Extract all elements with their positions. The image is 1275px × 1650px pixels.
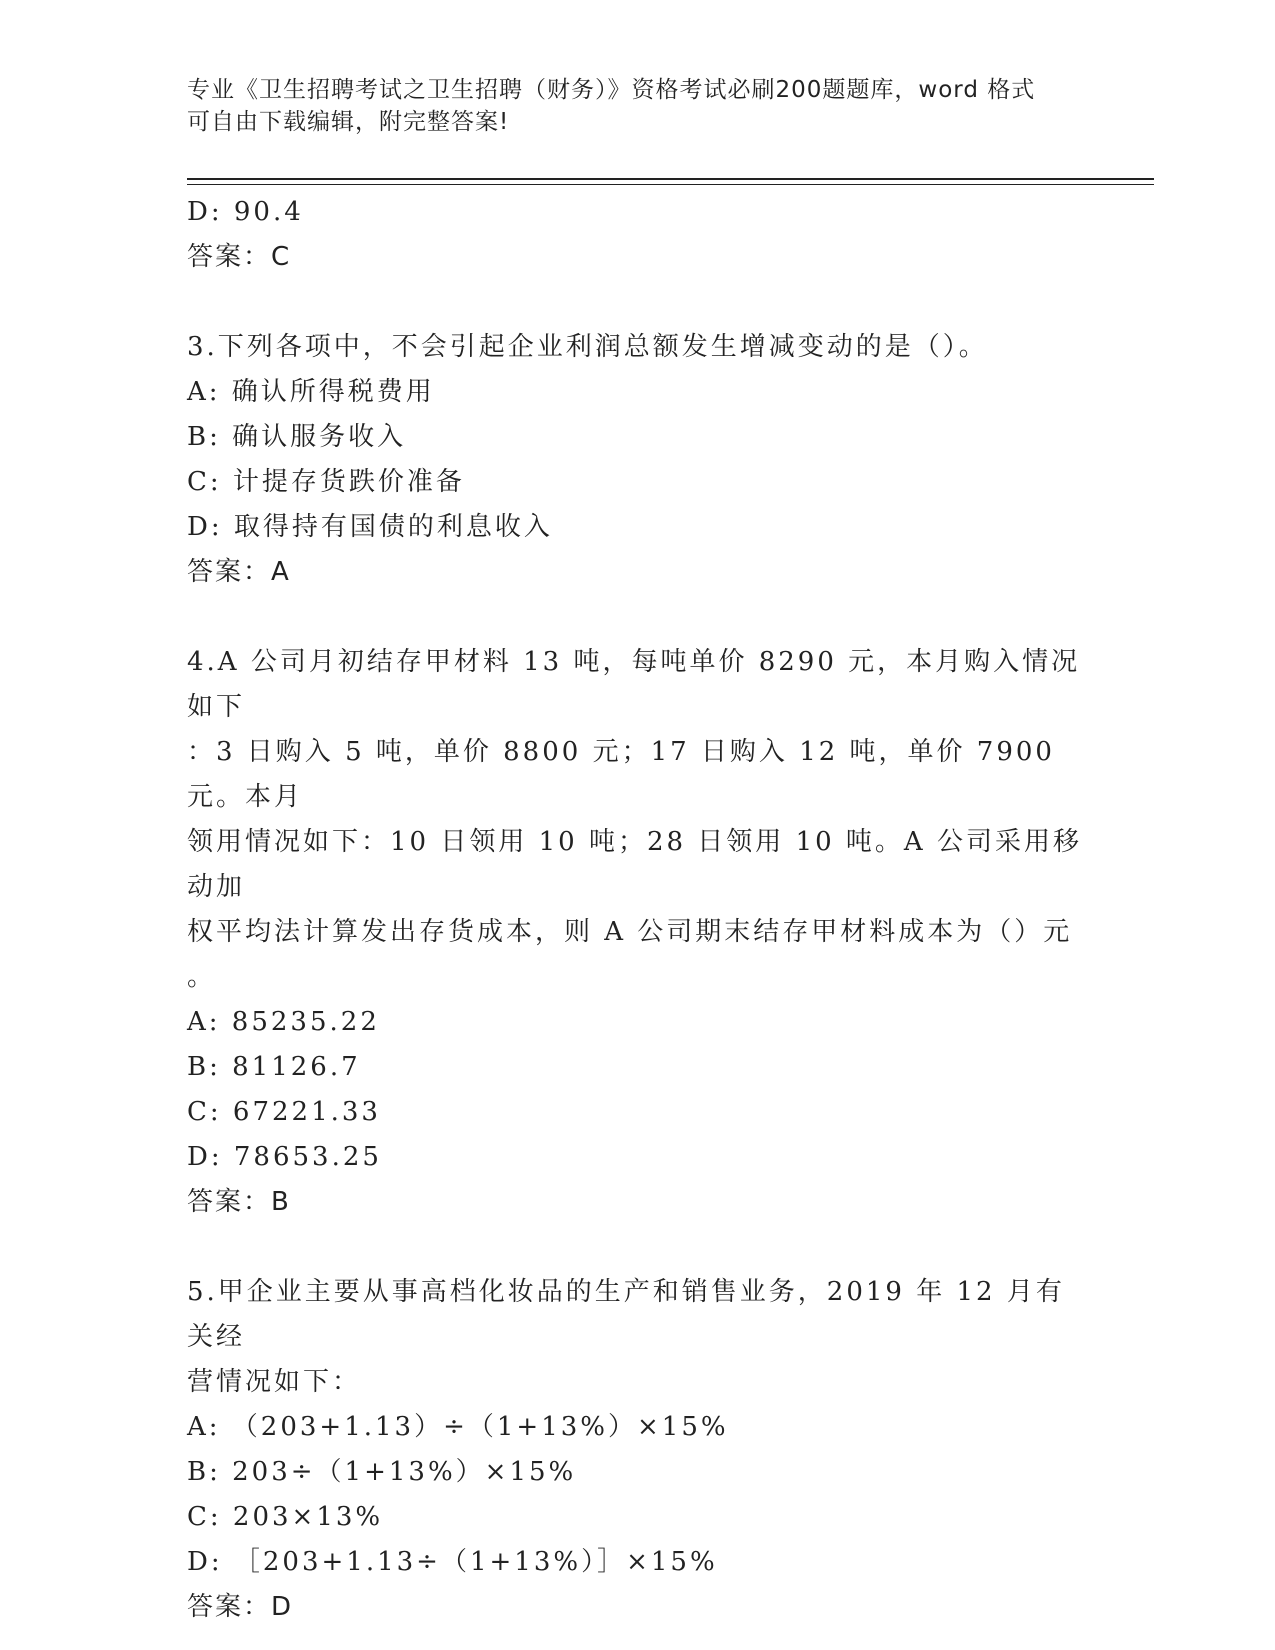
page-header	[187, 74, 1077, 138]
option-b: B: 81126.7	[187, 1052, 361, 1082]
option-d: D: ［203+1.13÷（1+13%）］×15%	[187, 1547, 718, 1577]
option-b: B: 203÷（1+13%）×15%	[187, 1457, 577, 1487]
answer-line: 答案：D	[187, 1592, 294, 1622]
option-d: D: 90.4	[187, 197, 304, 227]
header-title-line-2: 可自由下载编辑，附完整答案!	[187, 109, 510, 135]
question-stem	[187, 325, 1087, 370]
question-5	[187, 1270, 1087, 1630]
question-3	[187, 325, 1087, 595]
question-stem	[187, 640, 1087, 1000]
header-divider-thin	[187, 184, 1154, 185]
option-d: D: 78653.25	[187, 1142, 382, 1172]
question-stem-line: 权平均法计算发出存货成本，则 A 公司期末结存甲材料成本为（）元	[187, 917, 1073, 947]
header-title-line-1: 专业《卫生招聘考试之卫生招聘（财务）》资格考试必刷200题题库，word 格式	[187, 77, 1036, 103]
answer-line: 答案：A	[187, 557, 291, 587]
option-c: C: 203×13%	[187, 1502, 384, 1532]
option-a: A: 85235.22	[187, 1007, 380, 1037]
question-stem-line: 领用情况如下：10 日领用 10 吨；28 日领用 10 吨。A 公司采用移动加	[187, 827, 1082, 902]
option-a: A: （203+1.13）÷（1+13%）×15%	[187, 1412, 729, 1442]
header-divider-thick	[187, 178, 1154, 180]
question-stem-line: 。	[187, 962, 217, 992]
option-a: A: 确认所得税费用	[187, 377, 435, 407]
question-stem-line: ：3 日购入 5 吨，单价 8800 元；17 日购入 12 吨，单价 7900 元。本月	[187, 737, 1055, 812]
option-d: D: 取得持有国债的利息收入	[187, 512, 553, 542]
answer-line: 答案：C	[187, 242, 292, 272]
answer-line: 答案：B	[187, 1187, 291, 1217]
question-4	[187, 640, 1087, 1225]
question-list	[187, 190, 1087, 1630]
option-c: C: 计提存货跌价准备	[187, 467, 465, 497]
question-2-tail	[187, 190, 1087, 280]
question-stem-line: 4.A 公司月初结存甲材料 13 吨，每吨单价 8290 元，本月购入情况如下	[187, 647, 1081, 722]
question-stem-line: 3.下列各项中，不会引起企业利润总额发生增减变动的是（）。	[187, 332, 988, 362]
question-stem-line: 5.甲企业主要从事高档化妆品的生产和销售业务，2019 年 12 月有关经	[187, 1277, 1065, 1352]
option-c: C: 67221.33	[187, 1097, 381, 1127]
question-stem	[187, 1270, 1087, 1405]
option-b: B: 确认服务收入	[187, 422, 407, 452]
question-stem-line: 营情况如下：	[187, 1367, 362, 1397]
